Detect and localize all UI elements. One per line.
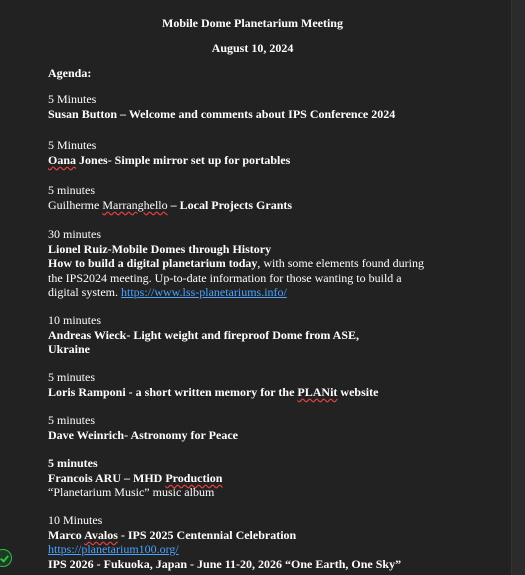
agenda-item: [48, 183, 468, 212]
status-check-icon[interactable]: [0, 549, 12, 567]
agenda-item: [48, 92, 468, 121]
lss-planetariums-link[interactable]: https://www.lss-planetariums.info/: [121, 285, 287, 300]
item-duration: 30 minutes: [48, 227, 101, 241]
item-duration: 5 Minutes: [48, 138, 97, 152]
item-description: digital system. https://www.lss-planetariums.info/: [48, 285, 287, 300]
item-duration: 5 minutes: [48, 456, 98, 470]
item-duration: 5 Minutes: [48, 92, 97, 106]
page-title: Mobile Dome Planetarium Meeting: [162, 16, 343, 30]
agenda-item: [48, 456, 468, 500]
item-duration: 10 minutes: [48, 313, 101, 327]
item-speaker: Marco Avalos - IPS 2025 Centennial Celebration: [48, 527, 297, 542]
item-speaker: Dave Weinrich- Astronomy for Peace: [48, 427, 238, 442]
agenda-item: [48, 313, 468, 357]
agenda-item: [48, 370, 468, 399]
item-speaker: Andreas Wieck- Light weight and fireproof Dome from ASE,: [48, 327, 360, 342]
item-speaker: Susan Button – Welcome and comments about IPS Conference 2024: [48, 106, 396, 121]
item-description: [48, 542, 468, 557]
item-speaker: Francois ARU – MHD Production: [48, 470, 223, 485]
item-description: How to build a digital planetarium today, with some elements found during: [48, 256, 425, 271]
item-speaker: Guilherme Marranghello – Local Projects Grants: [48, 197, 293, 212]
item-speaker: Oana Jones- Simple mirror set up for portables: [48, 152, 291, 167]
agenda-item: [48, 138, 468, 167]
agenda-item: [48, 413, 468, 442]
planetarium100-link[interactable]: https://planetarium100.org/: [48, 542, 179, 557]
meeting-date: August 10, 2024: [211, 41, 294, 55]
item-description: IPS 2026 - Fukuoka, Japan - June 11-20, 2026 “One Earth, One Sky”: [48, 556, 402, 571]
item-speaker: Loris Ramponi - a short written memory for the PLANit website: [48, 384, 379, 399]
item-speaker: Ukraine: [48, 342, 90, 357]
item-duration: 5 minutes: [48, 413, 95, 427]
vertical-scrollbar[interactable]: [511, 0, 525, 575]
agenda-item: [48, 227, 468, 300]
item-duration: 5 minutes: [48, 370, 95, 384]
agenda-heading: Agenda:: [48, 66, 92, 80]
agenda-item: [48, 513, 468, 571]
item-duration: 10 Minutes: [48, 513, 103, 527]
item-description: “Planetarium Music” music album: [48, 485, 215, 500]
item-duration: 5 minutes: [48, 183, 95, 197]
item-description: the IPS2024 meeting. Up-to-date information for those wanting to build a: [48, 270, 402, 285]
item-speaker: Lionel Ruiz-Mobile Domes through History: [48, 241, 272, 256]
